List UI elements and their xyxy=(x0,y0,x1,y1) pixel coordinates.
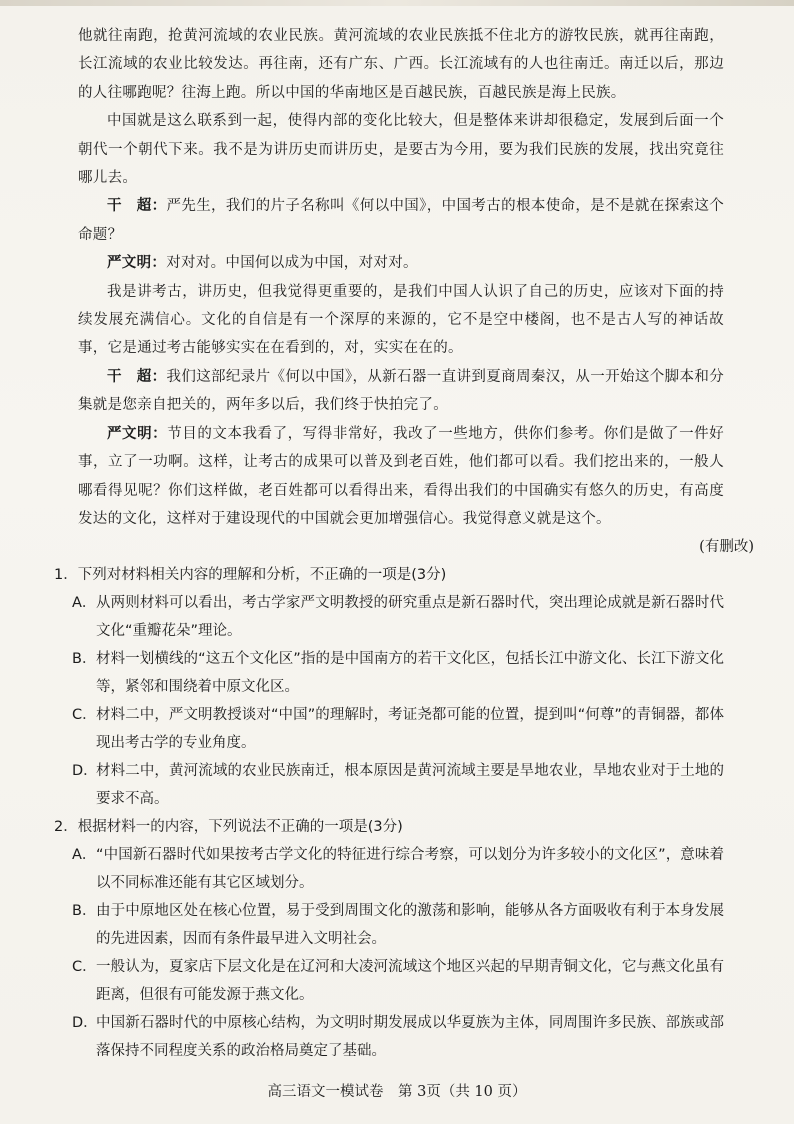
option-text: 材料二中，严文明教授谈对“中国”的理解时，考证尧都可能的位置，提到叫“何尊”的青铜器，都体现出考古学的专业角度。 xyxy=(96,707,724,752)
passage-paragraph-1: 他就往南跑，抢黄河流域的农业民族。黄河流域的农业民族抵不住北方的游牧民族，就再往南跑，长江流域的农业比较发达。再往南，还有广东、广西。长江流域有的人也往南迁。南迁以后，那边的人往哪跑呢？往海上跑。所以中国的华南地区是百越民族，百越民族是海上民族。 xyxy=(78,28,724,101)
option-text: “中国新石器时代如果按考古学文化的特征进行综合考察，可以划分为许多较小的文化区”，意味着以不同标准还能有其它区域划分。 xyxy=(96,847,724,892)
option-text: 材料二中，黄河流域的农业民族南迁，根本原因是黄河流域主要是旱地农业，旱地农业对于土地的要求不高。 xyxy=(96,763,724,808)
option-c xyxy=(72,953,724,1009)
option-letter: A． xyxy=(72,595,97,612)
page-edge xyxy=(0,0,794,6)
option-letter: B． xyxy=(72,903,97,920)
option-letter: B． xyxy=(72,651,97,668)
question-stem: 2．根据材料一的内容，下列说法不正确的一项是(3分) xyxy=(54,819,403,836)
option-a xyxy=(72,589,724,645)
passage-paragraph-5: 我是讲考古，讲历史，但我觉得更重要的，是我们中国人认识了自己的历史，应该对下面的持续发展充满信心。文化的自信是有一个深厚的来源的，它不是空中楼阁，也不是古人写的神话故事，它是通过考古能够实实在在看到的，对，实实在在的。 xyxy=(78,283,724,357)
dialogue-line-2 xyxy=(78,249,724,277)
speaker-label: 严文明： xyxy=(107,254,167,272)
option-c xyxy=(72,701,724,757)
passage xyxy=(78,22,754,561)
dialogue-text: 严先生，我们的片子名称叫《何以中国》，中国考古的根本使命，是不是就在探索这个命题？ xyxy=(78,198,724,243)
question-2 xyxy=(54,813,724,1065)
option-d xyxy=(72,757,724,813)
option-letter: C． xyxy=(72,959,97,976)
question-1 xyxy=(54,561,724,813)
option-d xyxy=(72,1009,724,1065)
dialogue-text: 我们这部纪录片《何以中国》，从新石器一直讲到夏商周秦汉，从一开始这个脚本和分集就是您亲自把关的，两年多以后，我们终于快拍完了。 xyxy=(78,368,724,414)
dialogue-text: 对对对。中国何以成为中国，对对对。 xyxy=(166,255,418,272)
option-text: 由于中原地区处在核心位置，易于受到周围文化的激荡和影响，能够从各方面吸收有利于本身发展的先进因素，因而有条件最早进入文明社会。 xyxy=(96,903,724,948)
option-b xyxy=(72,897,724,953)
option-letter: A． xyxy=(72,847,97,864)
speaker-label: 干 超： xyxy=(107,197,167,215)
option-letter: D． xyxy=(72,1015,98,1032)
option-a xyxy=(72,841,724,897)
option-letter: C． xyxy=(72,707,97,724)
speaker-label: 干 超： xyxy=(107,367,167,385)
speaker-label: 严文明： xyxy=(107,424,168,442)
option-text: 从两则材料可以看出，考古学家严文明教授的研究重点是新石器时代，突出理论成就是新石器时代文化“重瓣花朵”理论。 xyxy=(96,595,724,640)
dialogue-line-3 xyxy=(78,363,724,420)
question-stem: 1．下列对材料相关内容的理解和分析，不正确的一项是(3分) xyxy=(54,567,447,584)
option-text: 一般认为，夏家店下层文化是在辽河和大凌河流域这个地区兴起的早期青铜文化，它与燕文化虽有距离，但很有可能发源于燕文化。 xyxy=(96,959,724,1004)
option-b xyxy=(72,645,724,701)
source-note: (有删改) xyxy=(699,539,754,556)
dialogue-text: 节目的文本我看了，写得非常好，我改了一些地方，供你们参考。你们是做了一件好事，立了一功啊。这样，让考古的成果可以普及到老百姓，他们都可以看。我们挖出来的，一般人哪看得见呢？你们这样做，老百姓都可以看得出来，看得出我们的中国确实有悠久的历史，有高度发达的文化，这样对于建设现代的中国就会更加增强信心。我觉得意义就是这个。 xyxy=(78,425,724,527)
page-footer: 高三语文一模试卷 第 3页（共 10 页） xyxy=(267,1084,527,1100)
dialogue-line-1 xyxy=(78,192,724,249)
option-text: 材料一划横线的“这五个文化区”指的是中国南方的若干文化区，包括长江中游文化、长江下游文化等，紧邻和围绕着中原文化区。 xyxy=(96,651,724,696)
dialogue-line-4 xyxy=(78,420,724,534)
option-letter: D． xyxy=(72,763,98,780)
passage-paragraph-2: 中国就是这么联系到一起，使得内部的变化比较大，但是整体来讲却很稳定，发展到后面一个朝代一个朝代下来。我不是为讲历史而讲历史，是要古为今用，要为我们民族的发展，找出究竟往哪儿去。 xyxy=(78,113,724,187)
option-text: 中国新石器时代的中原核心结构，为文明时期发展成以华夏族为主体，同周围许多民族、部族或部落保持不同程度关系的政治格局奠定了基础。 xyxy=(96,1015,724,1060)
